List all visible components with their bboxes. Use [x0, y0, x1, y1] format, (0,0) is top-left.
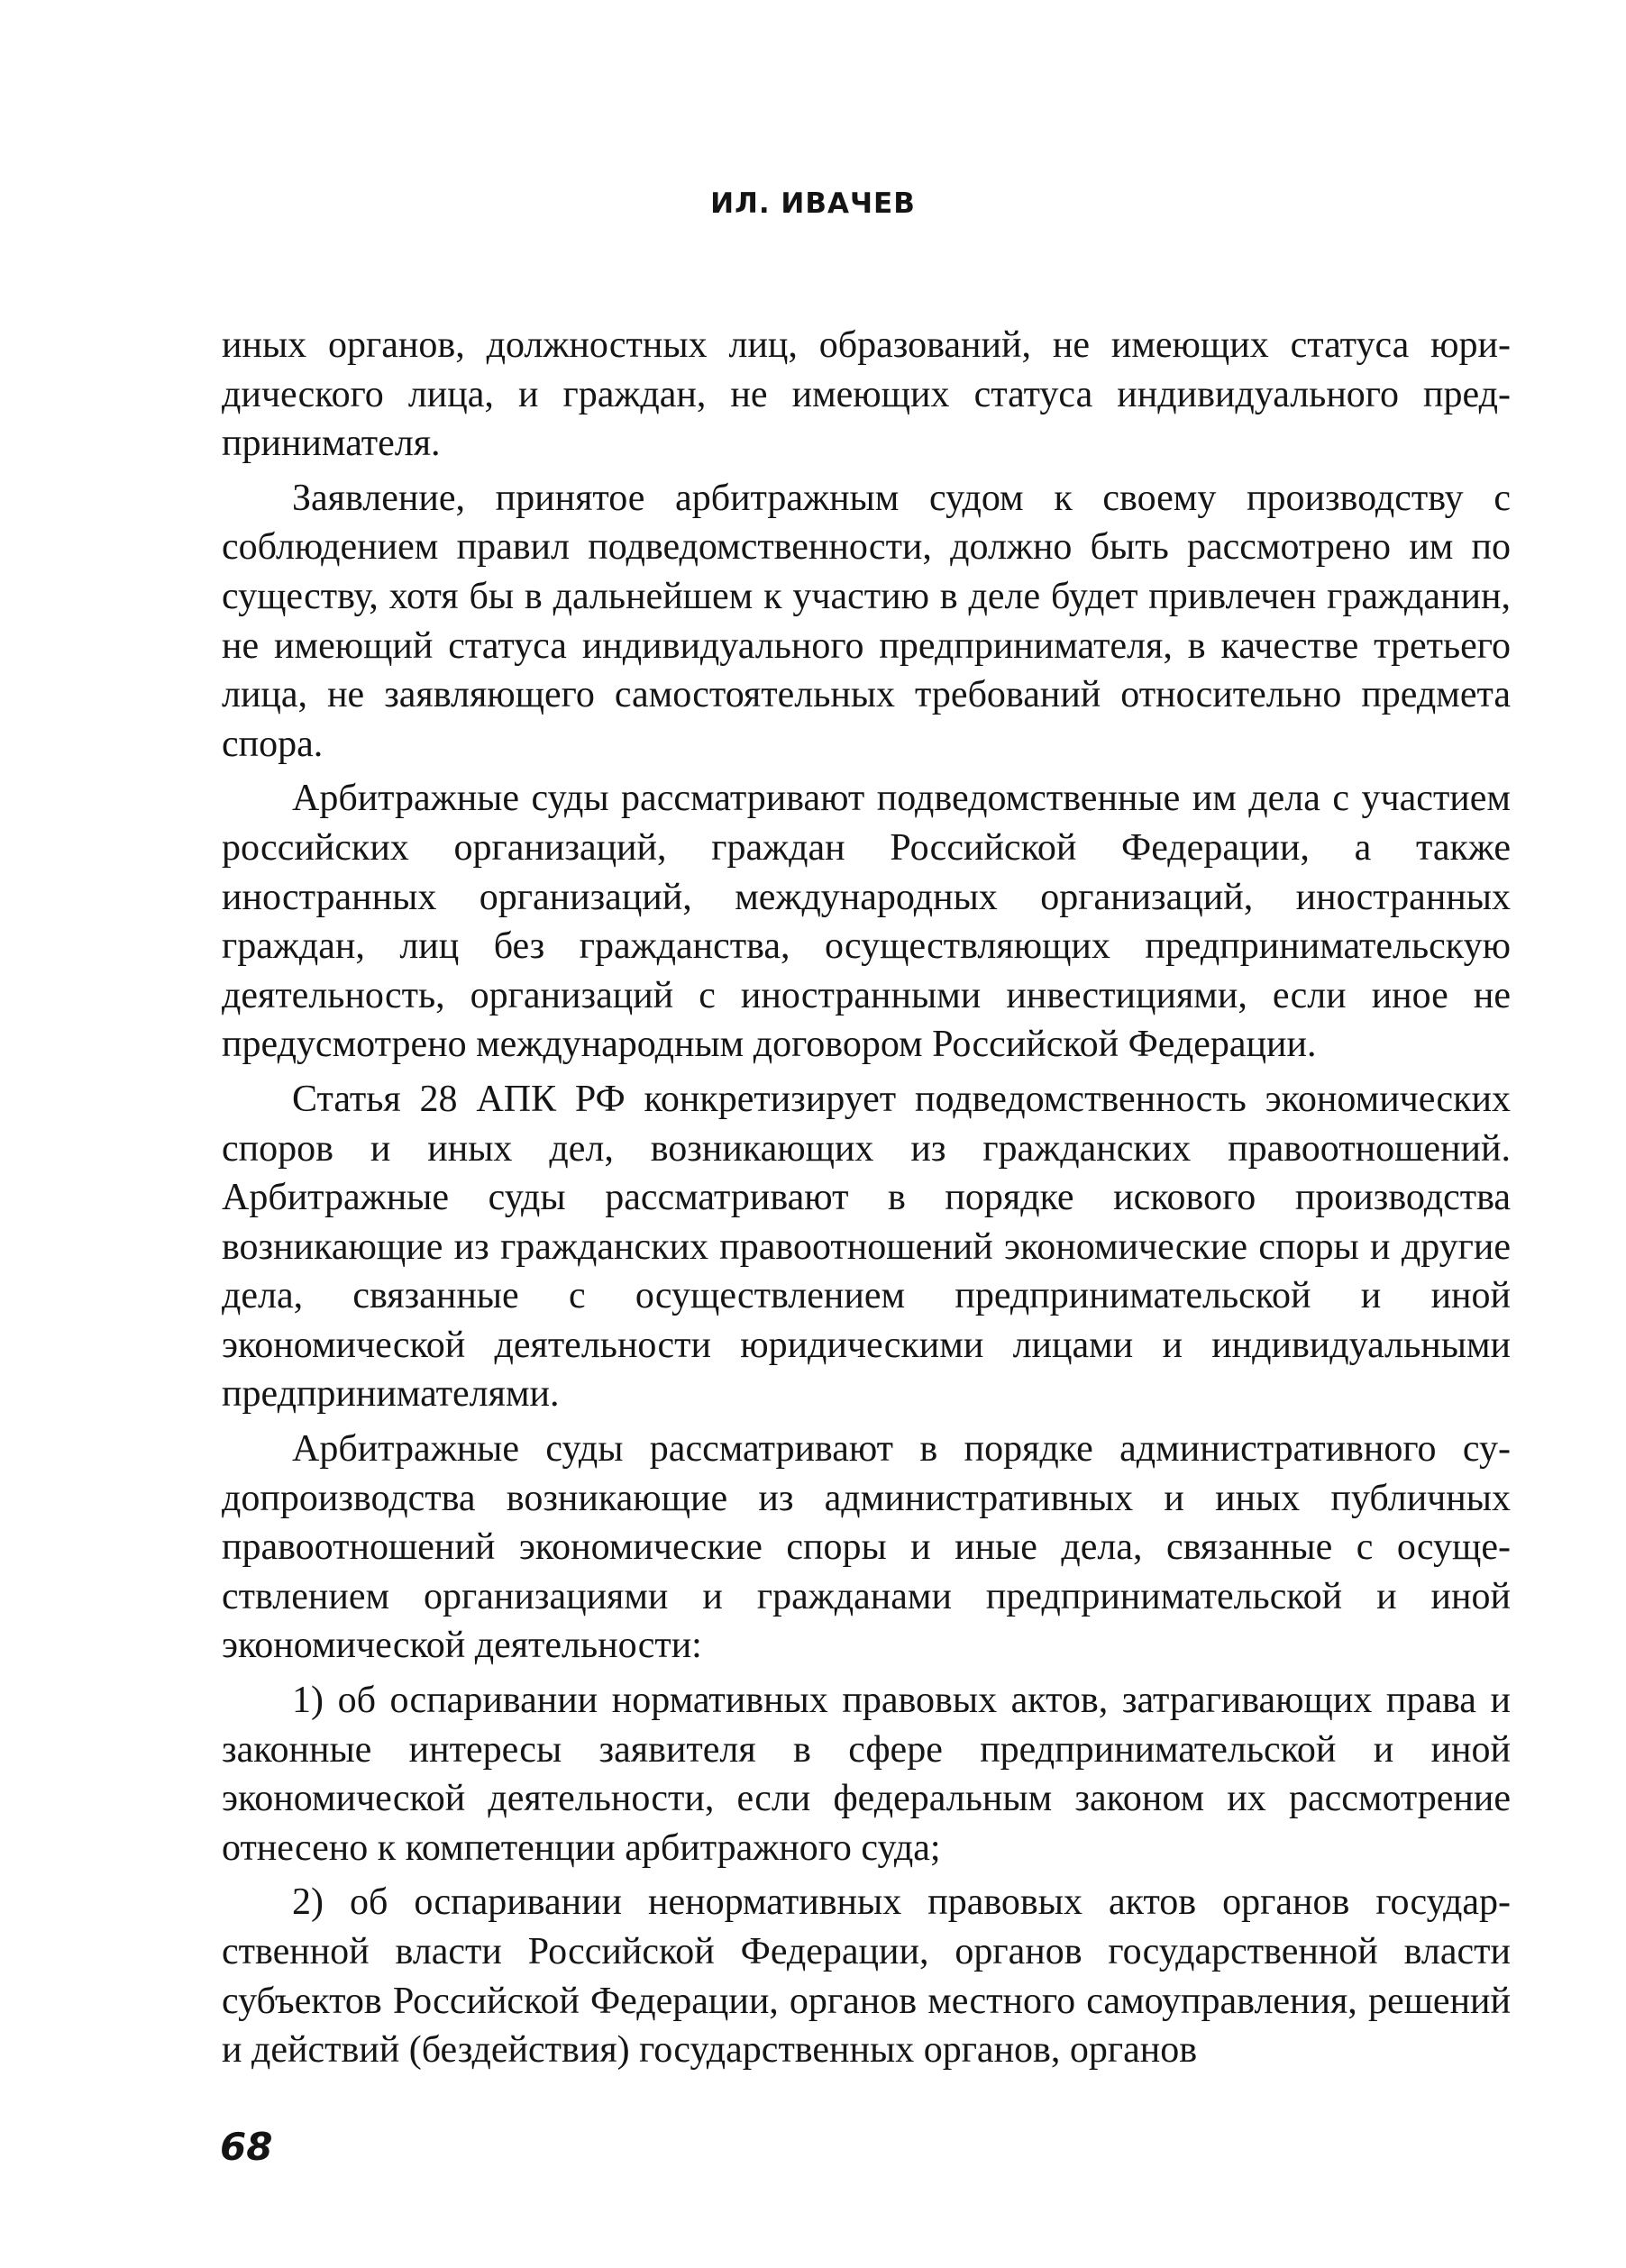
- page-number: 68: [220, 2125, 273, 2169]
- list-item-paragraph: 1) об оспаривании нормативных правовых актов, затрагивающих права и законные интересы заявителя в сфере предпринимательской и иной экономической деятельности, если федеральным законом их рассмотрение отнесено к компетенции арбитражного суда;: [222, 1680, 1511, 1869]
- paragraph: Заявление, принятое арбитражным судом к своему производству с соблюдением правил подведомственности, должно быть рассмотрено им по существу, хотя бы в дальнейшем к участию в деле будет привлечен гражданин, не имеющий статуса индивидуального предпринимателя, в качестве третьего лица, не заявляющего самостоятельных требований относительно предмета спора.: [222, 477, 1511, 765]
- list-item-paragraph: 2) об оспаривании ненормативных правовых актов органов государственной власти Российской Федерации, органов государственной власти субъектов Российской Федерации, органов местного самоуправления, решений и действий (бездействия) государственных органов, органов: [222, 1881, 1511, 2072]
- paragraph: Арбитражные суды рассматривают в порядке административного судопроизводства возникающие из административных и иных публичных правоотношений экономические споры и иные дела, связанные с осуществлением организациями и гражданами предпринимательской и иной экономической деятельности:: [222, 1428, 1511, 1667]
- page-body-text: [222, 321, 1511, 2081]
- paragraph-continuation: иных органов, должностных лиц, образований, не имеющих статуса юридического лица, и граждан, не имеющих статуса индивидуального предпринимателя.: [222, 324, 1511, 465]
- running-head: ИЛ. ИВАЧЕВ: [710, 187, 916, 220]
- paragraph: Арбитражные суды рассматривают подведомственные им дела с участием российских организаций, граждан Российской Федерации, а также иностранных организаций, международных организаций, иностранных граждан, лиц без гражданства, осуществляющих предпринимательскую деятельность, организаций с иностранными инвестициями, если иное не предусмотрено международным договором Российской Федерации.: [222, 778, 1511, 1066]
- paragraph: Статья 28 АПК РФ конкретизирует подведомственность экономических споров и иных дел, возникающих из гражданских правоотношений. Арбитражные суды рассматривают в порядке искового производства возникающие из гражданских правоотношений экономические споры и другие дела, связанные с осуществлением предпринимательской и иной экономической деятельности юридическими лицами и индивидуальными предпринимателями.: [222, 1078, 1511, 1416]
